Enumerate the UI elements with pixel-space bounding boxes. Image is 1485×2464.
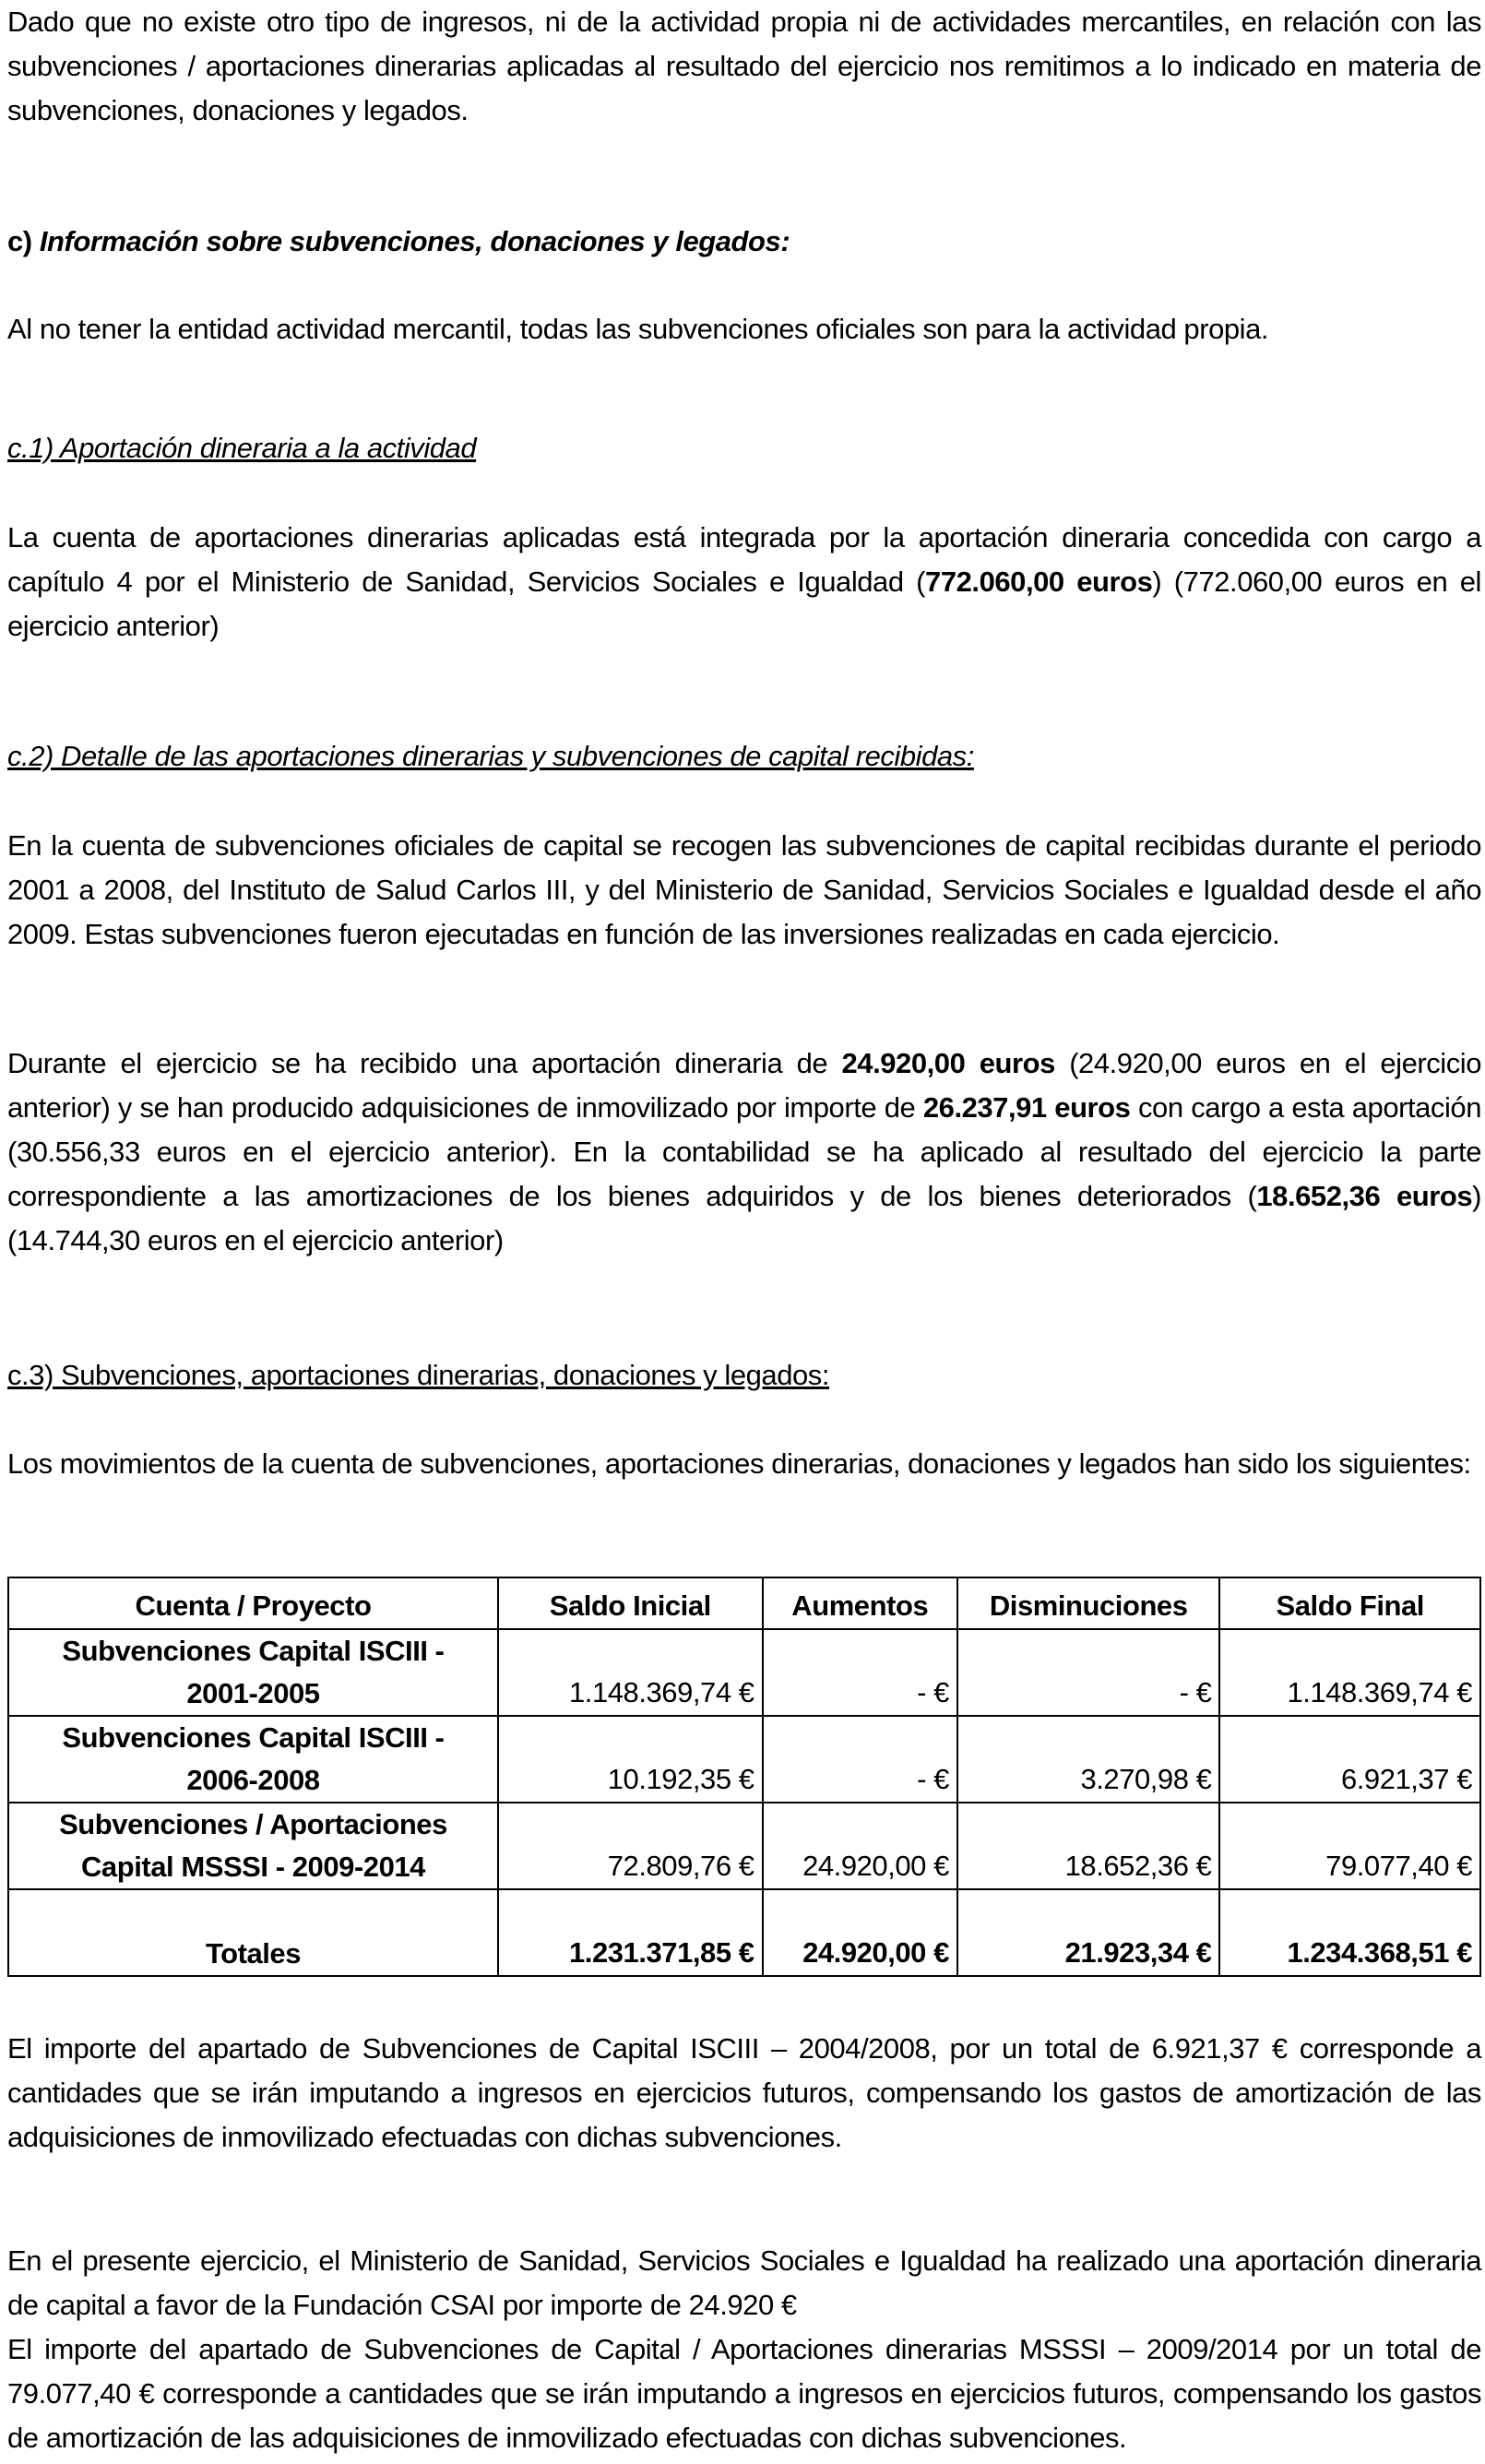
totals-saldo-inicial: 1.231.371,85 € bbox=[498, 1889, 763, 1976]
table-cell-saldo-inicial: 72.809,76 € bbox=[498, 1803, 763, 1889]
closing-paragraph-1: El importe del apartado de Subvenciones de Capital ISCIII – 2004/2008, por un total de 6.921,37 € corresponde a cantidades que se irán imputando a ingresos en ejercicios futuros, compensando los gastos de amortización de las adquisiciones de inmovilizado efectuadas con dichas subvenciones. bbox=[7, 2032, 1481, 2153]
table-cell-disminuciones: 3.270,98 € bbox=[957, 1716, 1220, 1803]
closing-paragraph-2b: El importe del apartado de Subvenciones de Capital / Aportaciones dinerarias MSSSI – 2009/2014 por un total de 79.077,40 € corresponde a cantidades que se irán imputando a ingresos en ejercicios futuros, compensando los gastos de amortización de las adquisiciones de inmovilizado efectuadas con dichas subvenciones. bbox=[7, 2333, 1481, 2454]
table-cell-saldo-final: 6.921,37 € bbox=[1219, 1716, 1480, 1803]
table-row bbox=[8, 1803, 1480, 1889]
section-c-heading bbox=[7, 220, 790, 264]
section-c3-heading: c.3) Subvenciones, aportaciones dinerarias, donaciones y legados: bbox=[7, 1359, 829, 1391]
table-cell-disminuciones: 18.652,36 € bbox=[957, 1803, 1220, 1889]
table-cell-saldo-inicial: 10.192,35 € bbox=[498, 1716, 763, 1803]
section-c1-heading: c.1) Aportación dineraria a la actividad bbox=[7, 432, 477, 464]
section-c2-pb-amount-2: 26.237,91 euros bbox=[922, 1091, 1131, 1124]
section-c2-paragraph-b bbox=[7, 1042, 1481, 1263]
table-cell-concept bbox=[8, 1629, 498, 1716]
section-c-prefix: c) bbox=[7, 225, 32, 257]
section-c2-pb-amount-3: 18.652,36 euros bbox=[1256, 1180, 1473, 1212]
table-cell-disminuciones: - € bbox=[957, 1629, 1220, 1716]
table-totals-row bbox=[8, 1889, 1480, 1976]
table-cell-concept bbox=[8, 1803, 498, 1889]
totals-disminuciones: 21.923,34 € bbox=[957, 1889, 1220, 1976]
concept-line-2: Capital MSSSI - 2009-2014 bbox=[80, 1851, 425, 1883]
totals-saldo-final: 1.234.368,51 € bbox=[1219, 1889, 1480, 1976]
section-c1-text-before: La cuenta de aportaciones dinerarias aplicadas está integrada por la aportación dineraria concedida con cargo a capítulo 4 por el Ministerio de Sanidad, Servicios Sociales e Igualdad ( bbox=[7, 521, 1481, 598]
table-header-cell: Disminuciones bbox=[957, 1577, 1220, 1629]
intro-paragraph: Dado que no existe otro tipo de ingresos, ni de la actividad propia ni de actividades mercantiles, en relación con las subvenciones / aportaciones dinerarias aplicadas al resultado del ejercicio nos remitimos a lo indicado en materia de subvenciones, donaciones y legados. bbox=[7, 6, 1481, 126]
totals-label: Totales bbox=[8, 1889, 498, 1976]
table-header-cell: Saldo Final bbox=[1219, 1577, 1480, 1629]
concept-line-1: Subvenciones / Aportaciones bbox=[59, 1808, 447, 1840]
table-cell-aumentos: - € bbox=[763, 1716, 957, 1803]
subsidies-table bbox=[7, 1577, 1481, 1977]
section-c-paragraph: Al no tener la entidad actividad mercantil, todas las subvenciones oficiales son para la actividad propia. bbox=[7, 313, 1269, 345]
table-cell-aumentos: - € bbox=[763, 1629, 957, 1716]
section-c2-paragraph-a: En la cuenta de subvenciones oficiales de capital se recogen las subvenciones de capital recibidas durante el periodo 2001 a 2008, del Instituto de Salud Carlos III, y del Ministerio de Sanidad, Servicios Sociales e Igualdad desde el año 2009. Estas subvenciones fueron ejecutadas en función de las inversiones realizadas en cada ejercicio. bbox=[7, 829, 1481, 950]
table-header-row bbox=[8, 1577, 1480, 1629]
table-row bbox=[8, 1629, 1480, 1716]
section-c2-pb-4: ) (14.744,30 euros en el ejercicio anterior) bbox=[7, 1180, 1481, 1256]
table-header-cell: Saldo Inicial bbox=[498, 1577, 763, 1629]
section-c1-amount: 772.060,00 euros bbox=[925, 565, 1153, 598]
concept-line-1: Subvenciones Capital ISCIII - bbox=[62, 1721, 445, 1754]
closing-paragraph-2 bbox=[7, 2239, 1481, 2460]
section-c3-paragraph: Los movimientos de la cuenta de subvenciones, aportaciones dinerarias, donaciones y legados han sido los siguientes: bbox=[7, 1447, 1471, 1480]
table-cell-saldo-final: 1.148.369,74 € bbox=[1219, 1629, 1480, 1716]
table-header-cell: Aumentos bbox=[763, 1577, 957, 1629]
table-cell-concept bbox=[8, 1716, 498, 1803]
table-cell-saldo-inicial: 1.148.369,74 € bbox=[498, 1629, 763, 1716]
section-c1-text-after: ) (772.060,00 euros en el ejercicio anterior) bbox=[7, 565, 1481, 642]
section-c2-pb-3: con cargo a esta aportación (30.556,33 euros en el ejercicio anterior). En la contabilidad se ha aplicado al resultado del ejercicio la parte correspondiente a las amortizaciones de los bienes adquiridos y de los bienes deteriorados ( bbox=[7, 1091, 1481, 1212]
closing-paragraph-2a: En el presente ejercicio, el Ministerio de Sanidad, Servicios Sociales e Igualdad ha realizado una aportación dineraria de capital a favor de la Fundación CSAI por importe de 24.920 € bbox=[7, 2244, 1481, 2321]
concept-line-1: Subvenciones Capital ISCIII - bbox=[62, 1635, 445, 1667]
table-row bbox=[8, 1716, 1480, 1803]
section-c2-heading: c.2) Detalle de las aportaciones dinerarias y subvenciones de capital recibidas: bbox=[7, 740, 974, 772]
section-c2-pb-1: Durante el ejercicio se ha recibido una aportación dineraria de bbox=[7, 1047, 842, 1079]
section-c-title: Información sobre subvenciones, donaciones y legados: bbox=[39, 225, 790, 257]
totals-aumentos: 24.920,00 € bbox=[763, 1889, 957, 1976]
table-cell-aumentos: 24.920,00 € bbox=[763, 1803, 957, 1889]
section-c2-pb-2: (24.920,00 euros en el ejercicio anterior) y se han producido adquisiciones de inmovilizado por importe de bbox=[7, 1047, 1481, 1124]
table-header-cell: Cuenta / Proyecto bbox=[8, 1577, 498, 1629]
section-c1-paragraph bbox=[7, 516, 1481, 649]
section-c2-pb-amount-1: 24.920,00 euros bbox=[841, 1047, 1055, 1079]
concept-line-2: 2001-2005 bbox=[186, 1677, 320, 1709]
concept-line-2: 2006-2008 bbox=[186, 1764, 320, 1796]
table-cell-saldo-final: 79.077,40 € bbox=[1219, 1803, 1480, 1889]
